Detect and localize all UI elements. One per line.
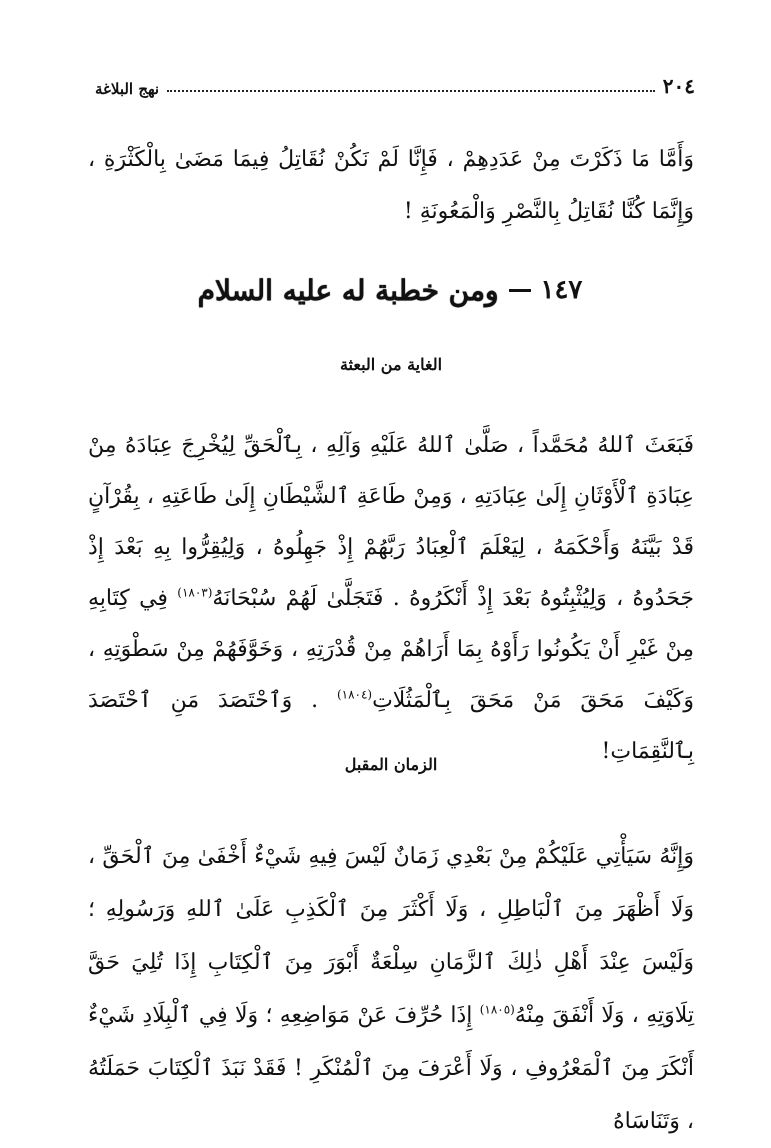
paragraph-text: فَبَعَثَ ٱللهُ مُحَمَّداً ، صَلَّىٰ ٱللهُ عَلَيْهِ وَآلِهِ ، بِٱلْحَقِّ لِيُخْرِجَ عِبَادَهُ مِنْ عِبَادَةِ ٱلْأَوْثَانِ إِلَىٰ عِبَادَتِهِ ، وَمِنْ طَاعَةِ ٱلشَّيْطَانِ إِلَىٰ طَاعَتِهِ ، بِقُرْآنٍ قَدْ بَيَّنَهُ وَأَحْكَمَهُ ، لِيَعْلَمَ ٱلْعِبَادُ رَبَّهُمْ إِذْ جَهِلُوهُ ، وَلِيُقِرُّوا بِهِ بَعْدَ إِذْ جَحَدُوهُ ، وَلِيُثْبِتُوهُ بَعْدَ إِذْ أَنْكَرُوهُ . فَتَجَلَّىٰ لَهُمْ سُبْحَانَهُ	[88, 433, 695, 611]
footnote-marker: (١٨٠٥)	[479, 1002, 515, 1017]
section-dash	[509, 289, 531, 292]
section-title: ومن خطبة له عليه السلام	[197, 273, 499, 307]
future-time-paragraph	[88, 830, 694, 1148]
running-header	[95, 72, 695, 98]
paragraph-text: وَإِنَّهُ سَيَأْتِي عَلَيْكُمْ مِنْ بَعْدِي زَمَانٌ لَيْسَ فِيهِ شَيْءٌ أَخْفَىٰ مِنَ ٱلْحَقِّ ، وَلَا أَظْهَرَ مِنَ ٱلْبَاطِلِ ، وَلَا أَكْثَرَ مِنَ ٱلْكَذِبِ عَلَىٰ ٱللهِ وَرَسُولِهِ ؛ وَلَيْسَ عِنْدَ أَهْلِ ذٰلِكَ ٱلزَّمَانِ سِلْعَةٌ أَبْوَرَ مِنَ ٱلْكِتَابِ إِذَا تُلِيَ حَقَّ تِلَاوَتِهِ ، وَلَا أَنْفَقَ مِنْهُ	[88, 844, 694, 1028]
paragraph-text: فِي كِتَابِهِ مِنْ غَيْرِ أَنْ يَكُونُوا رَأَوْهُ بِمَا أَرَاهُمْ مِنْ قُدْرَتِهِ ، وَخَوَّفَهُمْ مِنْ سَطْوَتِهِ ، وَكَيْفَ مَحَقَ مَنْ مَحَقَ بِٱلْمَثُلَاتِ	[88, 586, 694, 713]
section-heading	[160, 268, 620, 312]
footnote-marker: (١٨٠٤)	[336, 687, 373, 702]
page-number: ٢٠٤	[662, 74, 695, 98]
top-paragraph: وَأَمَّا مَا ذَكَرْتَ مِنْ عَدَدِهِمْ ، فَإِنَّا لَمْ نَكُنْ نُقَاتِلُ فِيمَا مَضَىٰ بِالْكَثْرَةِ ، وَإِنَّمَا كُنَّا نُقَاتِلُ بِالنَّصْرِ وَالْمَعُونَةِ !	[88, 147, 694, 224]
subheading-future-time: الزمان المقبل	[344, 755, 438, 774]
footnote-marker: (١٨٠٣)	[177, 585, 213, 600]
paragraph-text: . وَٱحْتَصَدَ مَنِ ٱحْتَصَدَ بِٱلنَّقِمَاتِ!	[88, 688, 694, 764]
subheading-mission: الغاية من البعثة	[339, 355, 443, 374]
mission-paragraph	[88, 420, 694, 777]
dotted-leader	[167, 90, 655, 92]
book-title: نهج البلاغة	[95, 80, 160, 98]
paragraph-text: إِذَا حُرِّفَ عَنْ مَوَاضِعِهِ ؛ وَلَا فِي ٱلْبِلَادِ شَيْءٌ أَنْكَرَ مِنَ ٱلْمَعْرُوفِ ، وَلَا أَعْرَفَ مِنَ ٱلْمُنْكَرِ ! فَقَدْ نَبَذَ ٱلْكِتَابَ حَمَلَتُهُ ، وَتَنَاسَاهُ	[88, 1003, 694, 1134]
section-number: ١٤٧	[540, 275, 583, 305]
